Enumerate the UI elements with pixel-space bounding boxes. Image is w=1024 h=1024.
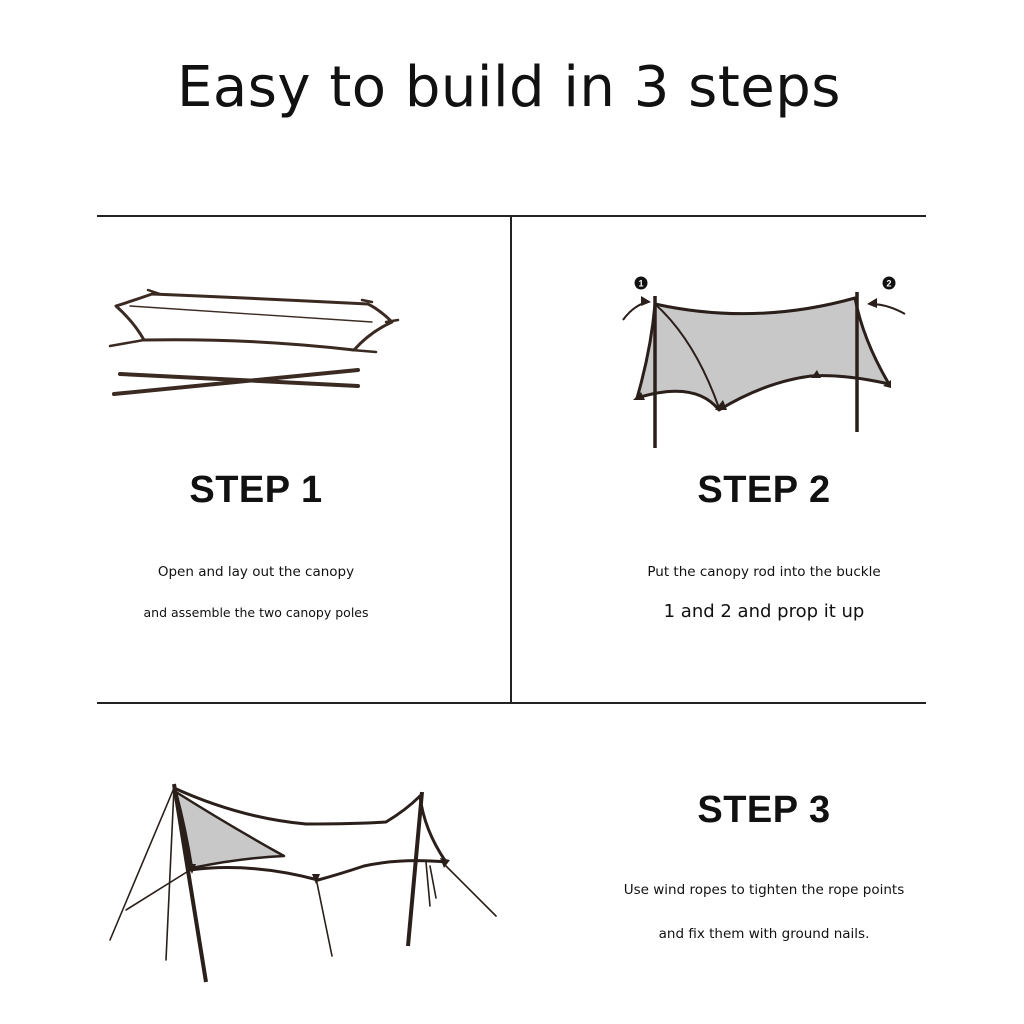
step2-text-line2: 1 and 2 and prop it up: [663, 601, 865, 622]
step1-illustration: [100, 280, 410, 410]
guy-rope-left-2: [166, 788, 174, 960]
guy-rope-right-3: [430, 866, 436, 898]
flat-canopy-outline: [116, 294, 392, 350]
guy-rope-right-2: [444, 864, 496, 916]
step2-heading: STEP 2: [697, 469, 831, 511]
canopy-pole-2: [120, 374, 358, 386]
step1-heading: STEP 1: [189, 469, 323, 511]
step3-text-line1: Use wind ropes to tighten the rope points: [623, 882, 905, 898]
guy-rope-mid: [316, 878, 332, 956]
step2-illustration: [615, 270, 915, 455]
step3-text-line2: and fix them with ground nails.: [658, 926, 870, 942]
step3-heading: STEP 3: [697, 789, 831, 831]
page-title: Easy to build in 3 steps: [177, 55, 841, 120]
step3-illustration: [100, 770, 510, 990]
guy-rope-left-1: [110, 788, 174, 940]
buckle-label-1: 1: [638, 278, 644, 289]
canopy-fold-line: [130, 306, 372, 322]
step1-text-line1: Open and lay out the canopy: [157, 564, 355, 580]
step1-text-line2: and assemble the two canopy poles: [143, 605, 369, 620]
divider-middle: [97, 702, 926, 704]
buckle-arrow-1-head: [641, 296, 651, 306]
divider-vertical: [510, 216, 512, 704]
buckle-label-2: 2: [886, 278, 892, 289]
guy-rope-left-3: [126, 870, 190, 910]
buckle-arrow-2-head: [867, 298, 877, 308]
step2-text-line1: Put the canopy rod into the buckle: [647, 564, 881, 580]
raised-canopy: [637, 298, 889, 410]
